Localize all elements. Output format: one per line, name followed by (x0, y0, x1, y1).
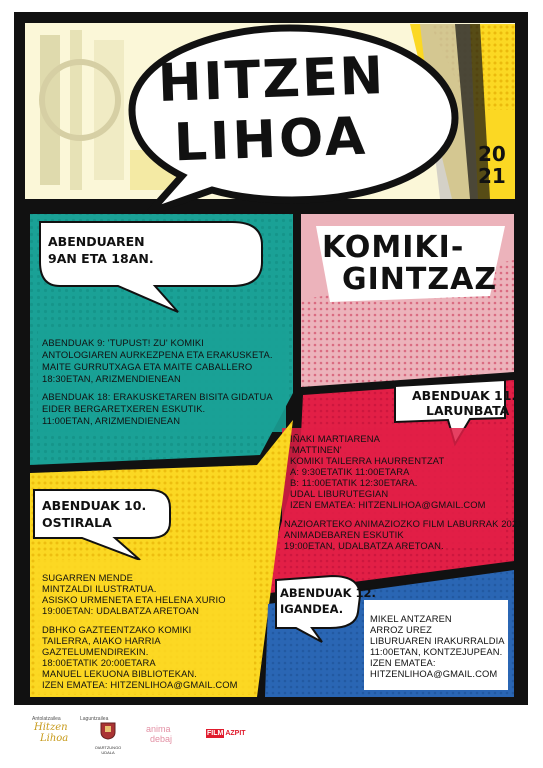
organizer-logo-line-1: Hitzen (34, 722, 68, 733)
teal-event-2-line: 11:00ETAN, ARIZMENDIENEAN (42, 415, 181, 426)
teal-event-1-line: MAITE GURRUTXAGA ETA MAITE CABALLERO (42, 361, 253, 372)
year-top: 20 (478, 142, 506, 166)
sponsor-filmazpit-part-a: FILM (207, 730, 224, 737)
sponsor-filmazpit-logo (206, 730, 247, 737)
sponsor-oiartzun-line-1: OIARTZUNGO (94, 745, 122, 750)
red-event-1-line: IÑAKI MARTIARENA (290, 433, 380, 444)
yellow-event-1-line: ASISKO URMENETA ETA HELENA XURIO (42, 594, 226, 605)
teal-event-1-line: ANTOLOGIAREN AURKEZPENA ETA ERAKUSKETA. (42, 349, 273, 360)
sponsor-label: Laguntzailea (80, 716, 109, 722)
teal-bubble-line-2: 9AN ETA 18AN. (48, 251, 154, 266)
red-event-1-line: B: 11:00ETATIK 12:30ETARA. (290, 477, 418, 488)
yellow-event-2-line: IZEN EMATEA: HITZENLIHOA@GMAIL.COM (42, 679, 238, 690)
yellow-event-2-line: GAZTELUMENDIREKIN. (42, 646, 149, 657)
red-event-2-line: 19:00ETAN, UDALBATZA ARETOAN. (284, 540, 444, 551)
blue-event-1-line: IZEN EMATEA: (370, 657, 436, 668)
yellow-event-1-line: 19:00ETAN: UDALBATZA ARETOAN (42, 605, 200, 616)
yellow-event-2-line: DBHKO GAZTEENTZAKO KOMIKI (42, 624, 192, 635)
red-event-2-line: NAZIOARTEKO ANIMAZIOZKO FILM LABURRAK 2021 (284, 518, 523, 529)
blue-event-1-line: 11:00ETAN, KONTZEJUPEAN. (370, 646, 503, 657)
blue-event-1-line: LIBURUAREN IRAKURRALDIA (370, 635, 505, 646)
teal-event-2-line: ABENDUAK 18: ERAKUSKETAREN BISITA GIDATUA (42, 391, 273, 402)
blue-event-1-line: ARROZ UREZ (370, 624, 432, 635)
red-bubble-line-2: LARUNBATA (426, 403, 510, 418)
teal-event-1-line: ABENDUAK 9: 'TUPUST! ZU' KOMIKI (42, 337, 204, 348)
year-bottom: 21 (478, 164, 506, 188)
yellow-bubble-line-2: OSTIRALA (42, 515, 112, 530)
yellow-event-1-line: MINTZALDI ILUSTRATUA. (42, 583, 157, 594)
red-event-1-line: KOMIKI TAILERRA HAURRENTZAT (290, 455, 445, 466)
blue-event-1-line: MIKEL ANTZAREN (370, 613, 452, 624)
red-event-1-line: A: 9:30ETATIK 11:00ETARA (290, 466, 410, 477)
sponsor-animadebaj-line-1: anima (146, 724, 171, 734)
red-event-1-line: UDAL LIBURUTEGIAN (290, 488, 389, 499)
sponsor-oiartzun-line-2: UDALA (101, 750, 115, 755)
organizer-logo (34, 722, 74, 756)
blue-bubble-line-2: IGANDEA. (280, 602, 344, 616)
title-line-2: LIHOA (173, 106, 370, 174)
yellow-event-2-line: TAILERRA, AIAKO HARRIA (42, 635, 161, 646)
teal-event-1-line: 18:30ETAN, ARIZMENDIENEAN (42, 373, 181, 384)
yellow-event-1-line: SUGARREN MENDE (42, 572, 133, 583)
blue-bubble-line-1: ABENDUAK 12. (280, 586, 376, 600)
sponsor-filmazpit-part-b: AZPIT (225, 730, 246, 737)
sponsor-oiartzun-logo (90, 722, 126, 755)
organizer-logo-line-2: Lihoa (40, 733, 69, 744)
blue-event-1-line: HITZENLIHOA@GMAIL.COM (370, 668, 498, 679)
sponsor-animadebaj-logo (146, 724, 172, 744)
sponsor-animadebaj-line-2: debaj (150, 734, 173, 744)
komiki-line-1: KOMIKI- (322, 230, 465, 265)
red-event-1-line: 'MATTINEN' (290, 444, 342, 455)
komiki-line-2: GINTZAZ (342, 262, 498, 297)
yellow-event-2-line: 18:00ETATIK 20:00ETARA (42, 657, 156, 668)
teal-event-2-line: EIDER BERGARETXEREN ESKUTIK. (42, 403, 206, 414)
yellow-bubble-line-1: ABENDUAK 10. (42, 498, 147, 513)
red-bubble-line-1: ABENDUAK 11. (412, 388, 517, 403)
red-event-2-line: ANIMADEBAREN ESKUTIK (284, 529, 404, 540)
teal-bubble-line-1: ABENDUAREN (48, 234, 145, 249)
organizer-label: Antolatzailea (32, 716, 61, 722)
yellow-event-2-line: MANUEL LEKUONA BIBLIOTEKAN. (42, 668, 198, 679)
red-event-1-line: IZEN EMATEA: HITZENLIHOA@GMAIL.COM (290, 499, 486, 510)
coat-of-arms-icon (100, 722, 116, 740)
title-line-1: HITZEN (157, 46, 387, 114)
